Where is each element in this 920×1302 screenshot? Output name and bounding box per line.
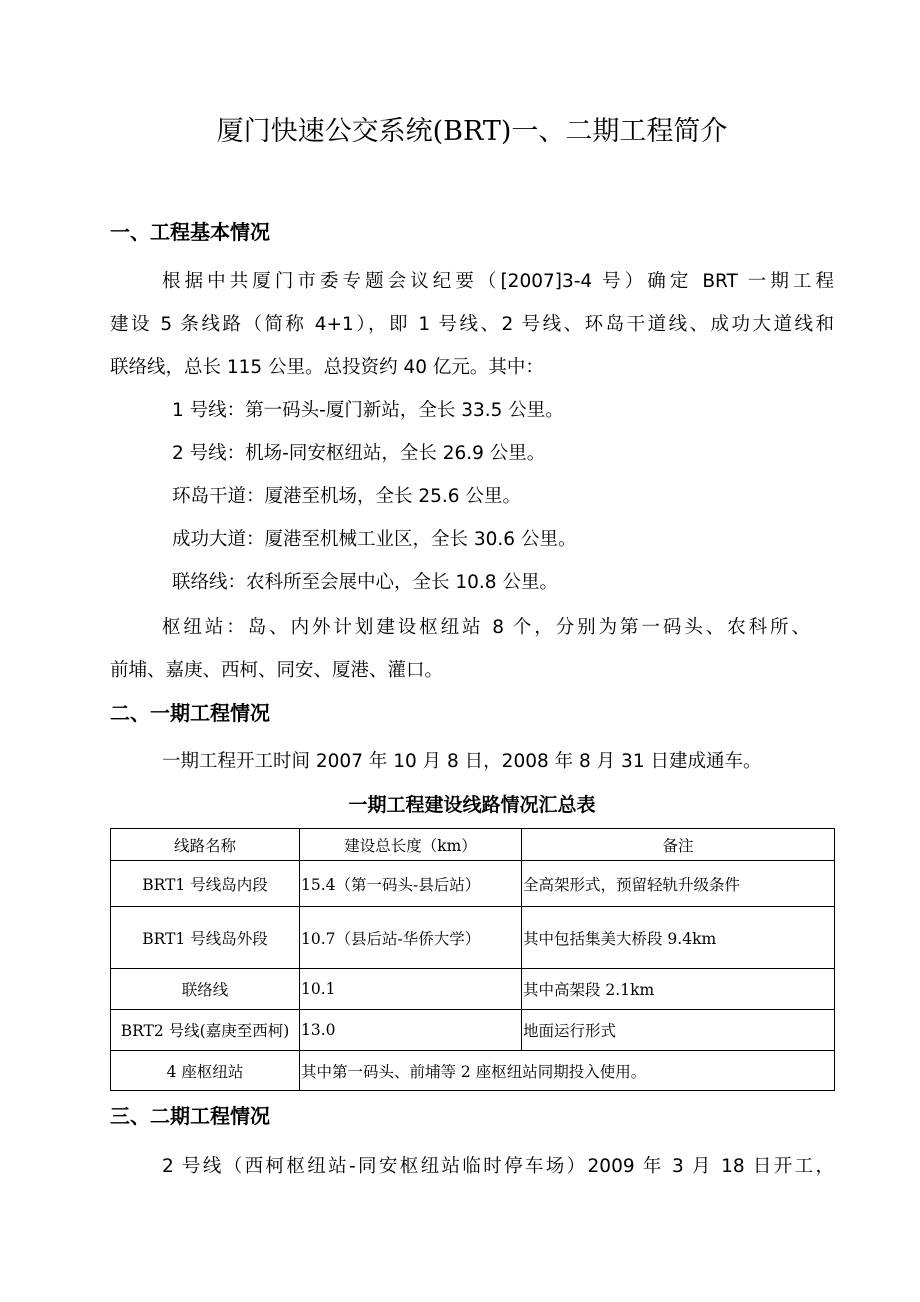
paragraph-intro-line-2: 建设 5 条线路（简称 4+1），即 1 号线、2 号线、环岛干道线、成功大道线和: [110, 314, 834, 335]
table-row: [111, 1010, 835, 1051]
table-row: [111, 907, 835, 969]
section-heading-2: 二、一期工程情况: [110, 701, 270, 725]
table-row: [111, 861, 835, 907]
cell-note: 其中高架段 2.1km: [522, 969, 835, 1010]
phase2-line-2-text: 2 号线（西柯枢纽站-同安枢纽站临时停车场）2009 年 3 月 18 日开工，: [162, 1156, 834, 1177]
route-line-1: 1 号线：第一码头-厦门新站，全长 33.5 公里。: [172, 400, 564, 421]
table-header-row: [111, 829, 835, 861]
cell-length: 15.4（第一码头-县后站）: [300, 861, 522, 907]
cell-note: 全高架形式，预留轻轨升级条件: [522, 861, 835, 907]
table-row-hubs: [111, 1051, 835, 1091]
cell-note: 其中包括集美大桥段 9.4km: [522, 907, 835, 969]
section-heading-3: 三、二期工程情况: [110, 1104, 270, 1128]
header-route-name: 线路名称: [111, 829, 300, 861]
section-heading-1: 一、工程基本情况: [110, 220, 270, 244]
phase1-summary-table: [110, 828, 835, 1091]
paragraph-intro-line-1: 根据中共厦门市委专题会议纪要（[2007]3-4 号）确定 BRT 一期工程: [162, 271, 834, 292]
cell-length: 10.1: [300, 969, 522, 1010]
cell-route-name: 联络线: [111, 969, 300, 1010]
cell-hubs-note: 其中第一码头、前埔等 2 座枢纽站同期投入使用。: [300, 1051, 835, 1091]
route-line-2: 2 号线：机场-同安枢纽站，全长 26.9 公里。: [172, 443, 546, 464]
document-title: 厦门快速公交系统(BRT)一、二期工程简介: [216, 116, 728, 147]
hub-paragraph-line-2: 前埔、嘉庚、西柯、同安、厦港、灌口。: [110, 660, 444, 681]
cell-length: 10.7（县后站-华侨大学）: [300, 907, 522, 969]
phase1-schedule-text: 一期工程开工时间 2007 年 10 月 8 日，2008 年 8 月 31 日建成通车。: [162, 751, 762, 772]
route-chenggong-avenue: 成功大道：厦港至机械工业区，全长 30.6 公里。: [172, 529, 577, 550]
header-note: 备注: [522, 829, 835, 861]
header-length: 建设总长度（km）: [300, 829, 522, 861]
paragraph-intro-line-3: 联络线，总长 115 公里。总投资约 40 亿元。其中：: [110, 357, 544, 378]
cell-route-name: BRT1 号线岛外段: [111, 907, 300, 969]
cell-route-name: BRT2 号线(嘉庚至西柯): [111, 1010, 300, 1051]
route-connector: 联络线：农科所至会展中心，全长 10.8 公里。: [172, 572, 558, 593]
cell-note: 地面运行形式: [522, 1010, 835, 1051]
hub-paragraph-line-1: 枢纽站：岛、内外计划建设枢纽站 8 个，分别为第一码头、农科所、: [162, 617, 810, 638]
table-title: 一期工程建设线路情况汇总表: [348, 794, 596, 816]
cell-length: 13.0: [300, 1010, 522, 1051]
table-row: [111, 969, 835, 1010]
route-ring-road: 环岛干道：厦港至机场，全长 25.6 公里。: [172, 486, 521, 507]
cell-route-name: 4 座枢纽站: [111, 1051, 300, 1091]
cell-route-name: BRT1 号线岛内段: [111, 861, 300, 907]
